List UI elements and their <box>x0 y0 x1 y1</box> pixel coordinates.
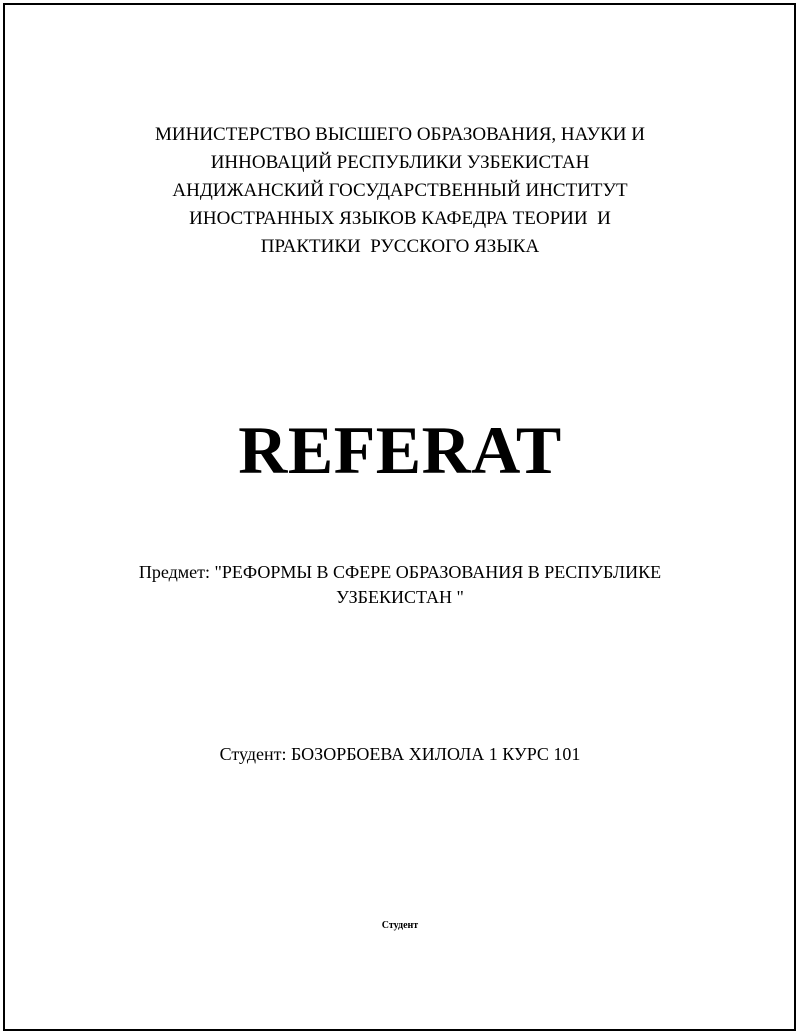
subject-line: УЗБЕКИСТАН " <box>336 587 464 607</box>
header-line: МИНИСТЕРСТВО ВЫСШЕГО ОБРАЗОВАНИЯ, НАУКИ И <box>155 124 645 145</box>
student-info: Студент: БОЗОРБОЕВА ХИЛОЛА 1 КУРС 101 <box>219 744 581 764</box>
header-line: ПРАКТИКИ РУССКОГО ЯЗЫКА <box>260 236 540 257</box>
document-title: REFERAT <box>238 412 562 488</box>
subject-line: Предмет: "РЕФОРМЫ В СФЕРЕ ОБРАЗОВАНИЯ В РЕСПУБЛИКЕ <box>138 562 662 582</box>
footer-student-label: Студент <box>381 920 419 931</box>
subject-block <box>0 560 800 610</box>
header-line: АНДИЖАНСКИЙ ГОСУДАРСТВЕННЫЙ ИНСТИТУТ <box>172 180 628 201</box>
institution-header <box>0 121 800 261</box>
header-line: ИННОВАЦИЙ РЕСПУБЛИКИ УЗБЕКИСТАН <box>210 152 590 173</box>
header-line: ИНОСТРАННЫХ ЯЗЫКОВ КАФЕДРА ТЕОРИИ И <box>189 208 611 229</box>
